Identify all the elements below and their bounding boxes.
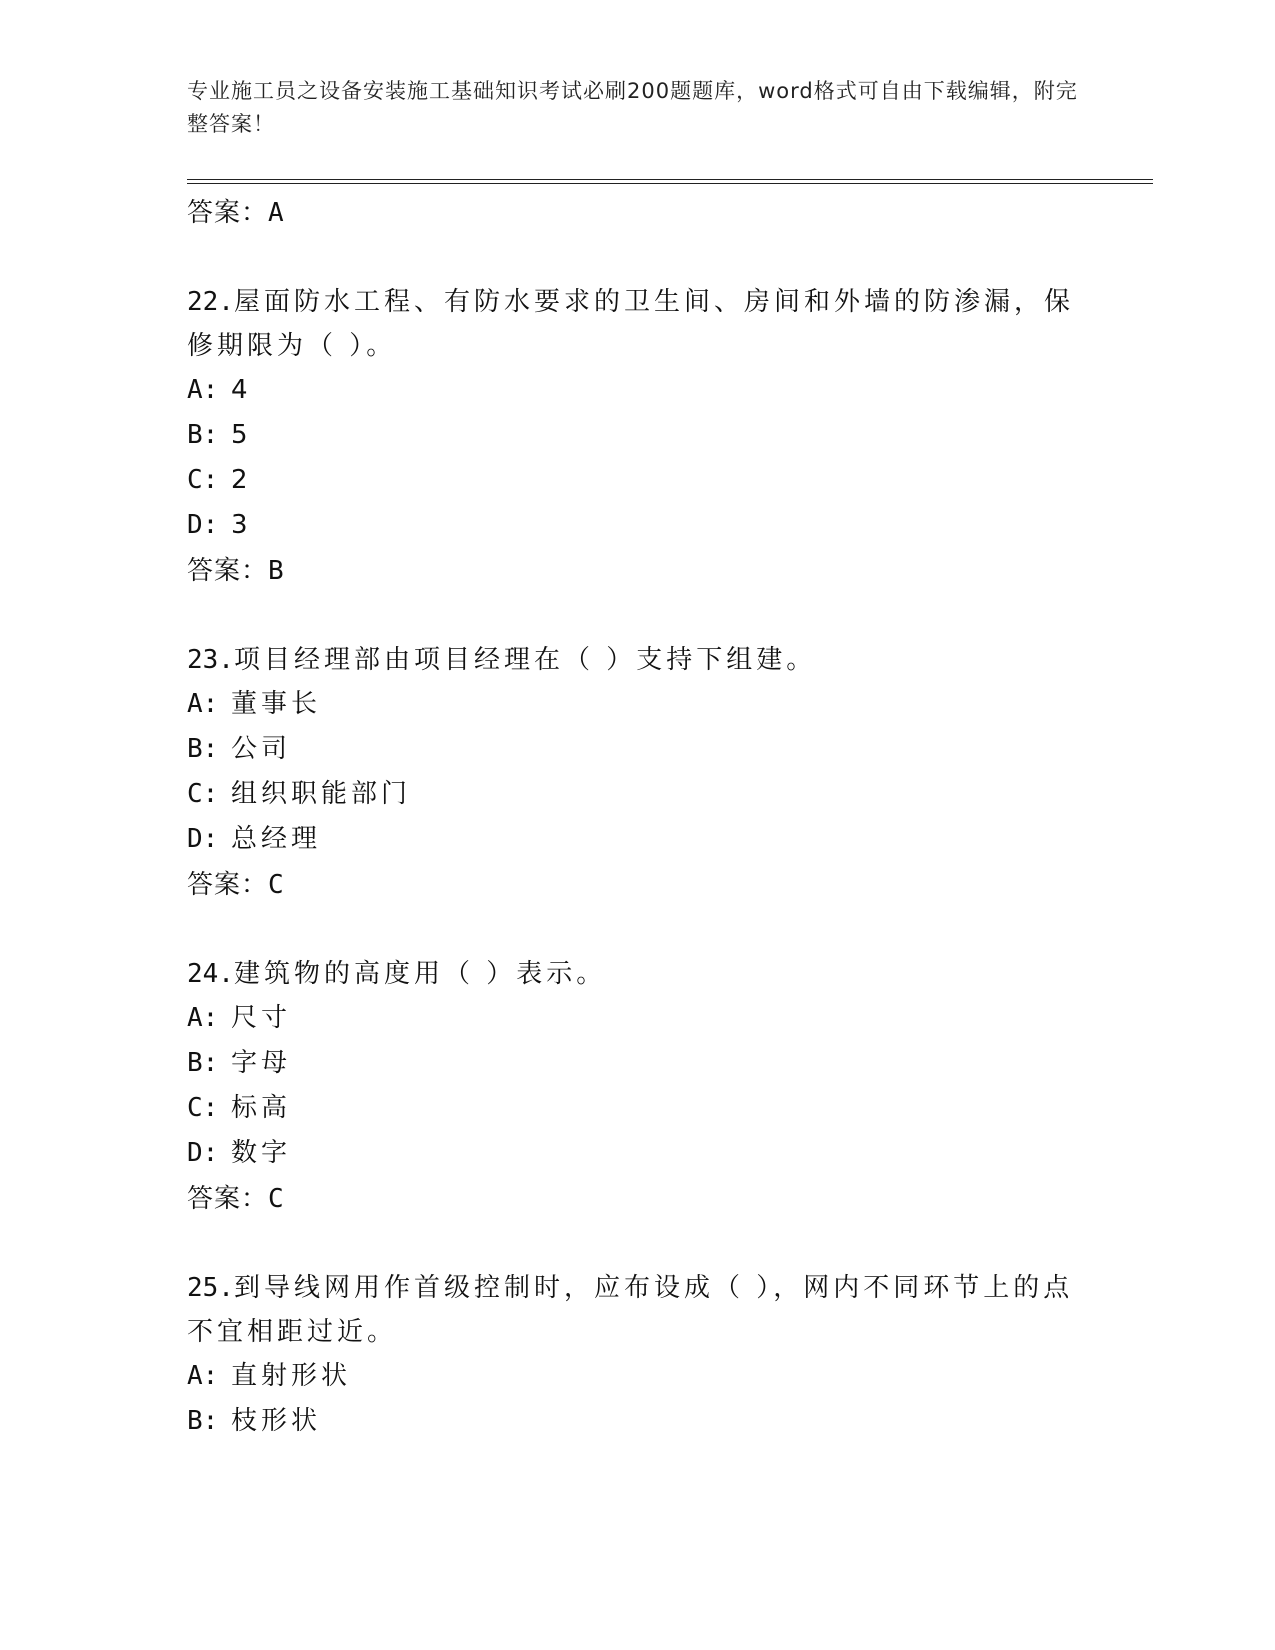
option-letter: B: <box>187 734 219 764</box>
option-letter: D: <box>187 1138 219 1168</box>
answer-value: C <box>268 870 285 900</box>
question-number: 23. <box>187 645 234 675</box>
question-number: 24. <box>187 959 234 989</box>
header-divider <box>187 179 1153 184</box>
option-text: 尺寸 <box>231 1003 292 1033</box>
answer-line <box>187 548 1087 594</box>
option-letter: A: <box>187 1003 219 1033</box>
question-number: 22. <box>187 287 234 317</box>
option-text: 枝形状 <box>231 1406 322 1436</box>
option-c <box>187 458 1087 503</box>
option-a <box>187 368 1087 413</box>
option-text: 组织职能部门 <box>231 779 412 809</box>
answer-label: 答案： <box>187 556 269 586</box>
option-b <box>187 413 1087 458</box>
option-letter: A: <box>187 1361 219 1391</box>
answer-value: C <box>268 1184 285 1214</box>
question-text <box>187 638 1087 682</box>
option-letter: B: <box>187 1406 219 1436</box>
option-text: 数字 <box>231 1138 292 1168</box>
option-letter: C: <box>187 465 219 495</box>
document-header: 专业施工员之设备安装施工基础知识考试必刷200题题库，word格式可自由下载编辑，附完整答案！ <box>187 79 1078 136</box>
option-c <box>187 1086 1087 1131</box>
option-d <box>187 817 1087 862</box>
option-text: 直射形状 <box>231 1361 352 1391</box>
option-letter: B: <box>187 1048 219 1078</box>
option-b <box>187 727 1087 772</box>
option-letter: D: <box>187 510 219 540</box>
option-text: 字母 <box>231 1048 292 1078</box>
option-text: 总经理 <box>231 824 322 854</box>
option-text: 5 <box>231 420 252 450</box>
option-d <box>187 1131 1087 1176</box>
option-b <box>187 1399 1087 1444</box>
question-text <box>187 280 1087 368</box>
option-a <box>187 996 1087 1041</box>
option-letter: C: <box>187 779 219 809</box>
option-text: 2 <box>231 465 252 495</box>
option-d <box>187 503 1087 548</box>
option-a <box>187 682 1087 727</box>
option-text: 标高 <box>231 1093 292 1123</box>
option-letter: C: <box>187 1093 219 1123</box>
answer-value: B <box>268 556 285 586</box>
answer-line <box>187 862 1087 908</box>
option-c <box>187 772 1087 817</box>
answer-value: A <box>268 198 285 228</box>
option-letter: B: <box>187 420 219 450</box>
option-text: 董事长 <box>231 689 322 719</box>
option-letter: D: <box>187 824 219 854</box>
question-text <box>187 1266 1087 1354</box>
option-letter: A: <box>187 689 219 719</box>
answer-line <box>187 1176 1087 1222</box>
option-text: 4 <box>231 375 252 405</box>
option-text: 3 <box>231 510 252 540</box>
answer-label: 答案： <box>187 198 269 228</box>
option-text: 公司 <box>231 734 292 764</box>
question-list <box>187 190 1087 1444</box>
question-number: 25. <box>187 1273 234 1303</box>
question-body: 屋面防水工程、有防水要求的卫生间、房间和外墙的防渗漏，保修期限为（ ）。 <box>187 287 1074 361</box>
answer-line <box>187 190 1087 236</box>
question-text <box>187 952 1087 996</box>
option-b <box>187 1041 1087 1086</box>
answer-label: 答案： <box>187 1184 269 1214</box>
option-a <box>187 1354 1087 1399</box>
question-body: 项目经理部由项目经理在（ ）支持下组建。 <box>233 645 817 675</box>
question-body: 建筑物的高度用（ ）表示。 <box>233 959 607 989</box>
option-letter: A: <box>187 375 219 405</box>
answer-label: 答案： <box>187 870 269 900</box>
question-body: 到导线网用作首级控制时，应布设成（ ），网内不同环节上的点不宜相距过近。 <box>187 1273 1074 1347</box>
